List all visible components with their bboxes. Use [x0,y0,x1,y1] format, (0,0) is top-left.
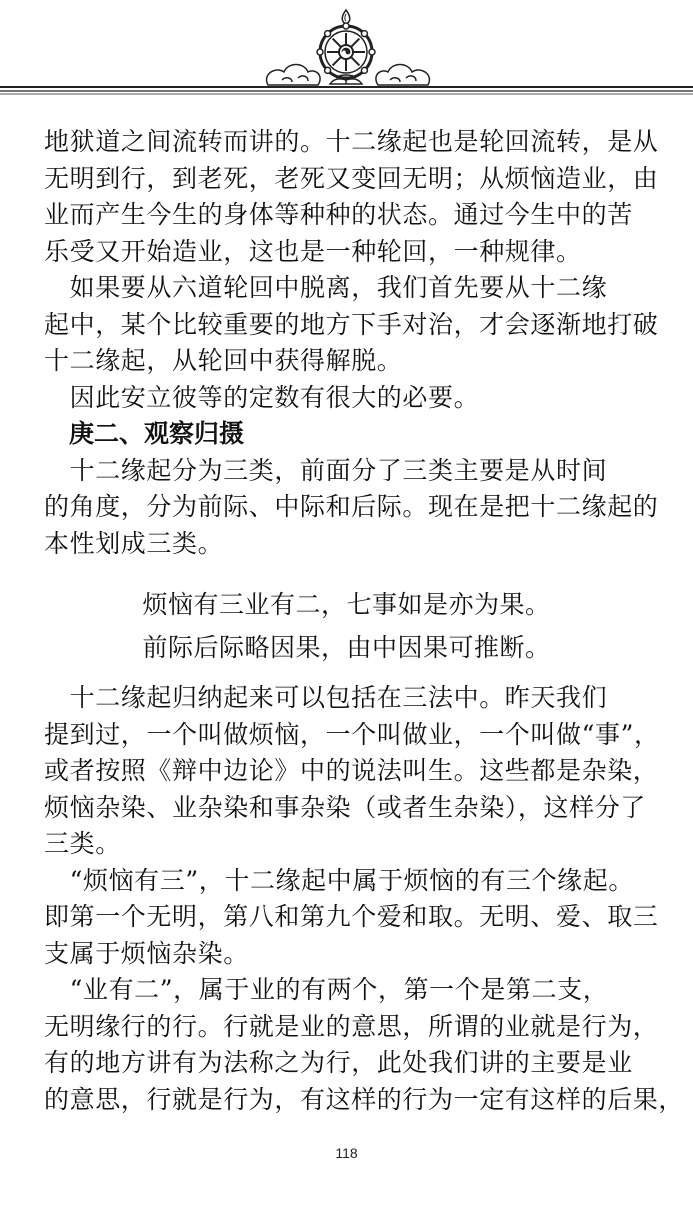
section-heading: 庚二、观察归摄 [44,419,245,448]
text-line: 支属于烦恼杂染。 [44,938,249,968]
text-line: 如果要从六道轮回中脱离，我们首先要从十二缘 [44,273,608,302]
text-line: “业有二”，属于业的有两个，第一个是第二支， [44,975,609,1004]
text-line: 十二缘起归纳起来可以包括在三法中。昨天我们 [44,683,608,712]
paragraph [44,972,685,1118]
text-line: 无明到行，到老死，老死又变回无明；从烦恼造业，由 [44,163,659,193]
verse-line: 烦恼有三业有二，七事如是亦为果。 [142,590,551,619]
text-line: 的角度，分为前际、中际和后际。现在是把十二缘起的 [44,492,659,521]
header-rule [0,87,693,94]
text-line: 三类。 [44,829,121,858]
paragraph [44,124,659,270]
text-line: 烦恼杂染、业杂染和事杂染（或者生杂染），这样分了 [44,792,646,822]
body-text-bottom [44,680,685,1118]
text-line: 有的地方讲有为法称之为行，此处我们讲的主要是业 [44,1048,633,1077]
text-line: 或者按照《辩中边论》中的说法叫生。这些都是杂染， [44,756,659,785]
body-text-top [44,124,659,562]
text-line: 地狱道之间流转而讲的。十二缘起也是轮回流转，是从 [44,127,659,156]
header-decoration [0,0,693,110]
cloud-right-icon [376,65,430,86]
text-line: 起中，某个比较重要的地方下手对治，才会逐渐地打破 [44,309,659,339]
text-line: 无明缘行的行。行就是业的意思，所谓的业就是行为， [44,1011,659,1041]
text-line: 十二缘起分为三类，前面分了三类主要是从时间 [44,455,608,485]
text-line: 即第一个无明，第八和第九个爱和取。无明、爱、取三 [44,902,659,931]
paragraph [44,453,659,563]
text-line: 十二缘起，从轮回中获得解脱。 [44,346,403,375]
text-line: 乐受又开始造业，这也是一种轮回，一种规律。 [44,236,582,266]
text-line: 因此安立彼等的定数有很大的必要。 [44,382,480,412]
text-line: 提到过，一个叫做烦恼，一个叫做业，一个叫做“事”， [44,719,660,749]
paragraph [44,270,659,380]
cloud-left-icon [267,65,321,86]
text-line: 本性划成三类。 [44,528,224,558]
paragraph [44,680,660,863]
text-line: “烦恼有三”，十二缘起中属于烦恼的有三个缘起。 [44,865,634,895]
paragraph [44,863,659,973]
page-header-ornament [0,0,693,110]
page-number: 118 [335,1145,358,1161]
text-line: 业而产生今生的身体等种种的状态。通过今生中的苦 [44,200,633,229]
dharma-wheel-icon [317,10,375,84]
text-line: 的意思，行就是行为，有这样的行为一定有这样的后果， [44,1084,685,1114]
verse-line: 前际后际略因果，由中因果可推断。 [142,633,551,662]
paragraph [44,380,656,417]
